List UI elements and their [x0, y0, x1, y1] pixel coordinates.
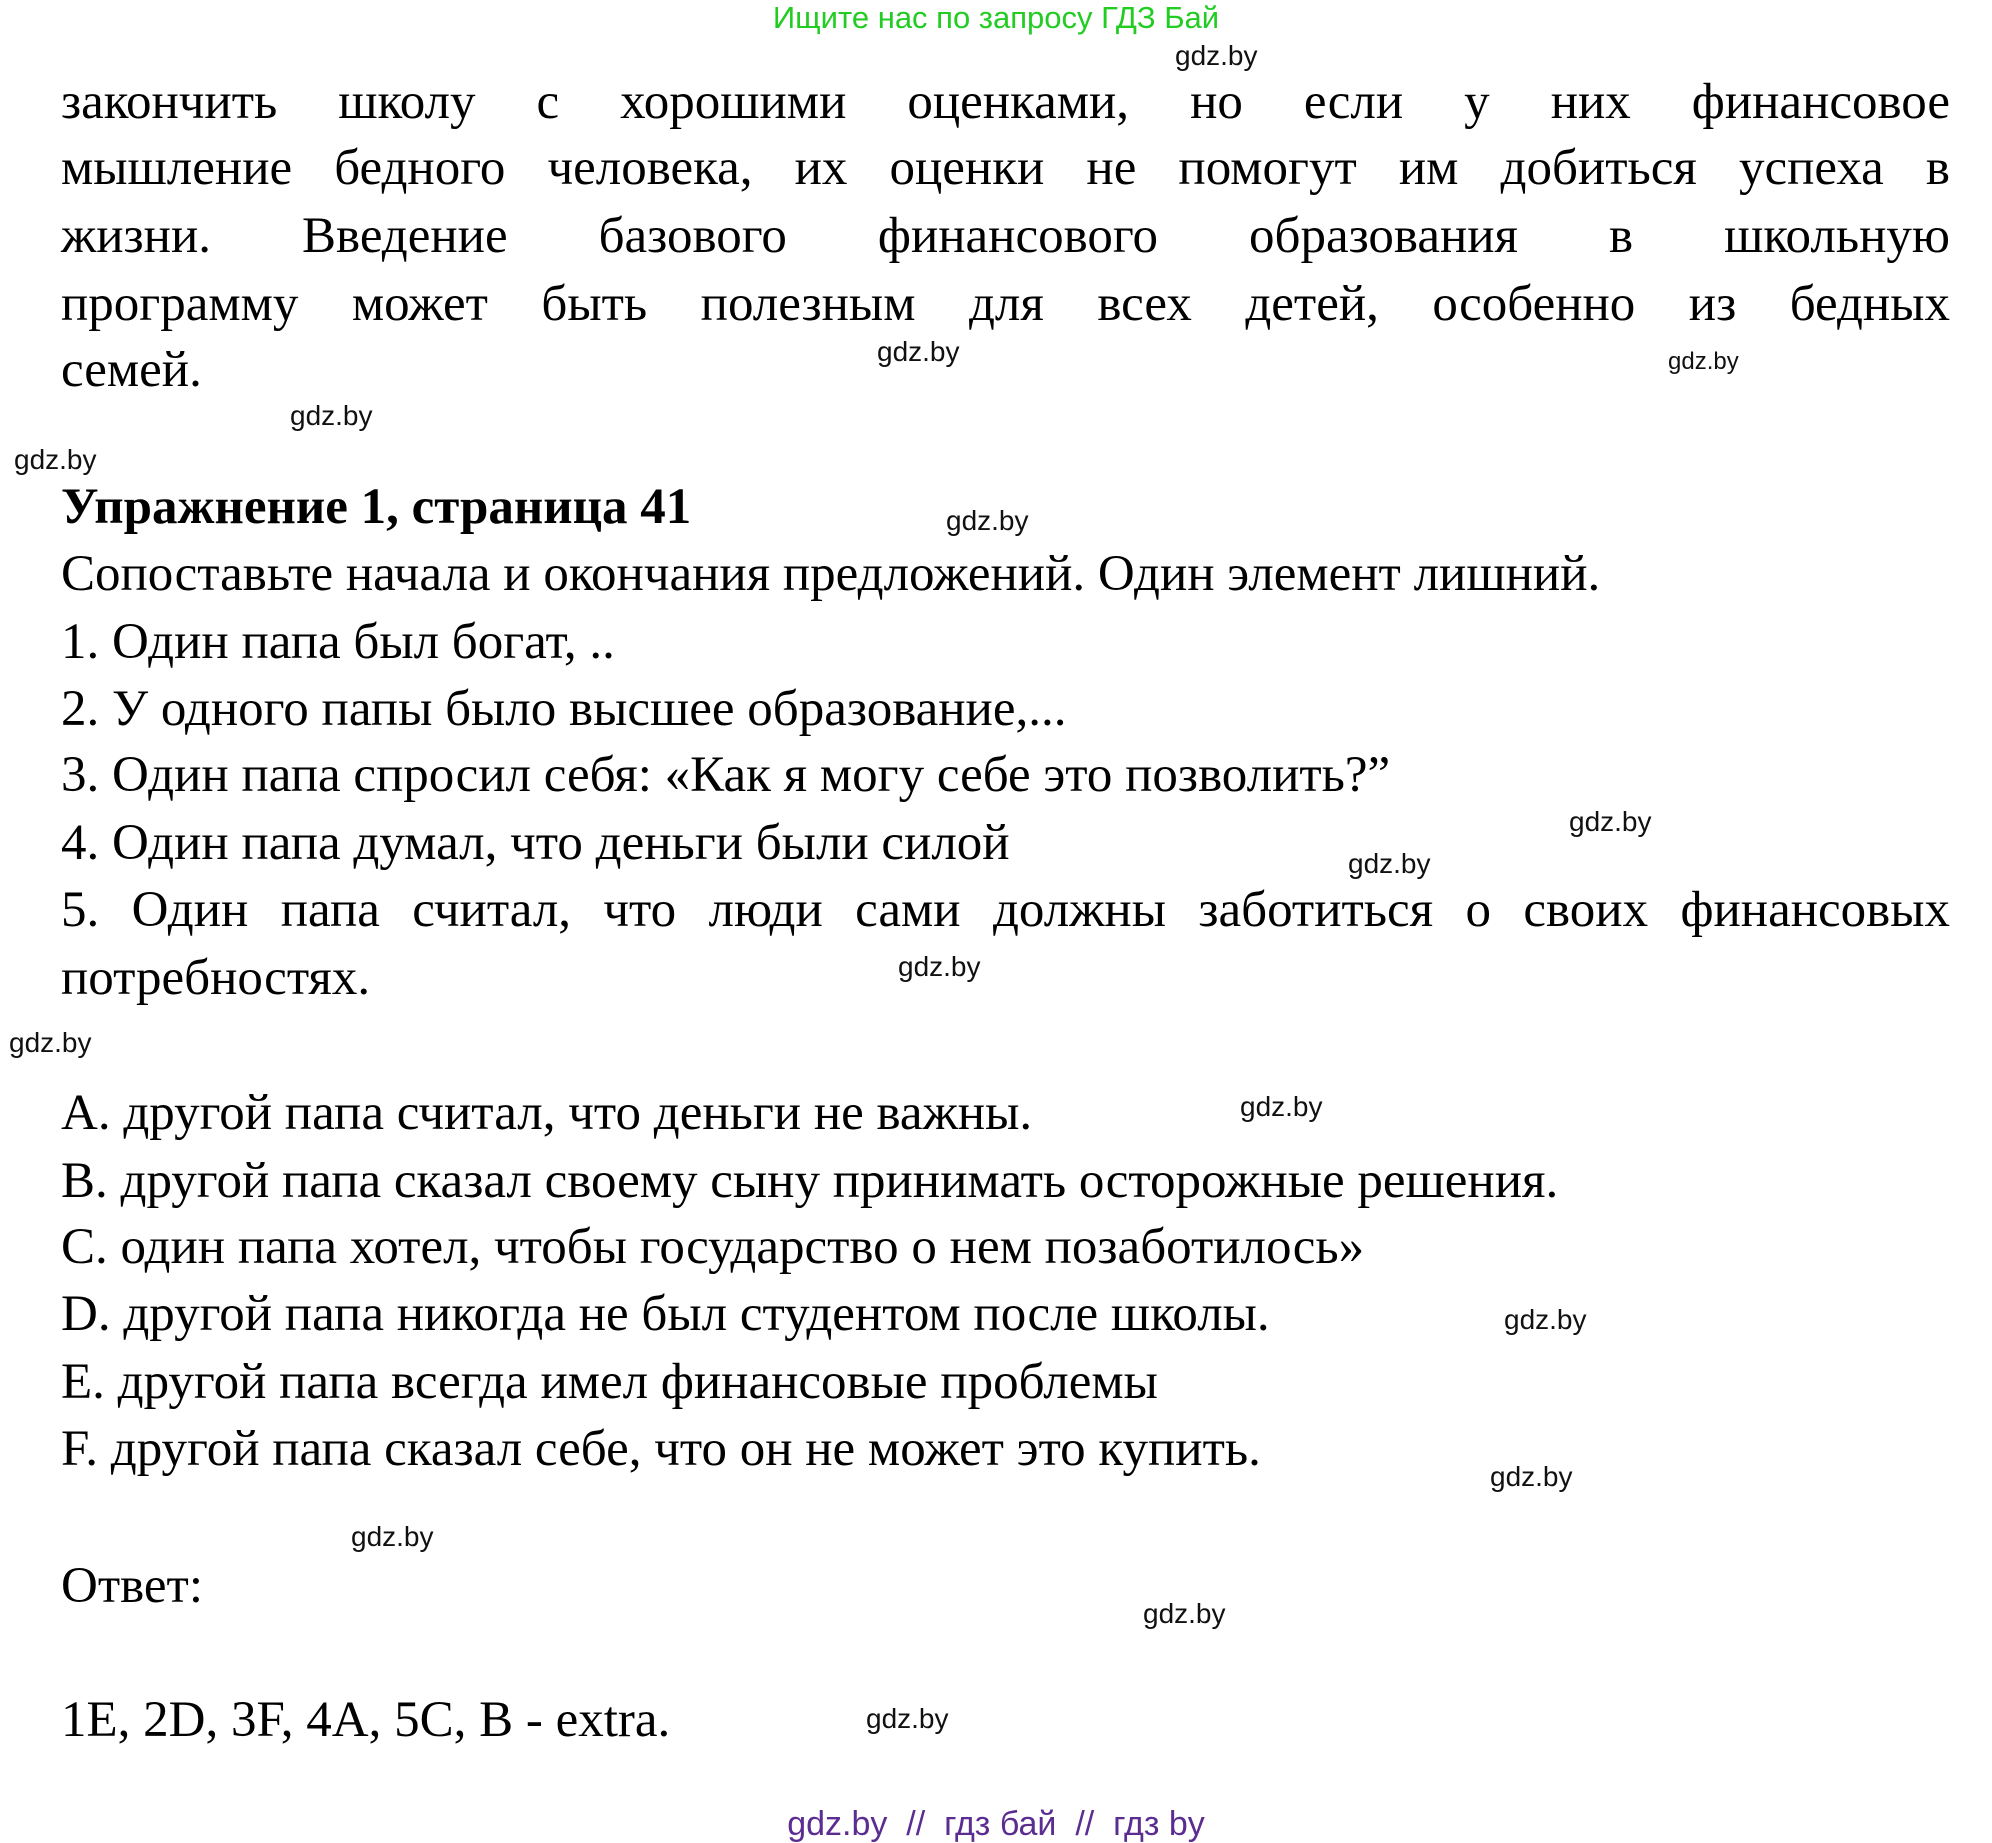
exercise-instruction: Сопоставьте начала и окончания предложений. Один элемент лишний.	[61, 546, 1601, 602]
sentence-ending: C. один папа хотел, чтобы государство о нем позаботилось»	[61, 1219, 1365, 1275]
paragraph-line: мышление бедного человека, их оценки не помогут им добиться успеха в	[61, 140, 1950, 196]
footer-links: gdz.by // гдз бай // гдз by	[787, 1805, 1205, 1843]
paragraph-line: закончить школу с хорошими оценками, но если у них финансовое	[61, 74, 1950, 130]
paragraph-line: жизни. Введение базового финансового образования в школьную	[61, 208, 1950, 264]
search-hint-header: Ищите нас по запросу ГДЗ Бай	[772, 0, 1220, 35]
sentence-beginning: 4. Один папа думал, что деньги были силой	[61, 815, 1010, 871]
sentence-beginning: 1. Один папа был богат, ..	[61, 614, 615, 670]
sentence-beginning: потребностях.	[61, 950, 371, 1006]
watermark: gdz.by	[1240, 1091, 1323, 1122]
watermark: gdz.by	[290, 400, 373, 431]
watermark: gdz.by	[898, 951, 981, 982]
sentence-beginning: 3. Один папа спросил себя: «Как я могу себе это позволить?”	[61, 747, 1391, 803]
watermark: gdz.by	[1175, 40, 1258, 71]
sentence-ending: D. другой папа никогда не был студентом после школы.	[61, 1286, 1270, 1342]
watermark: gdz.by	[14, 444, 97, 475]
sentence-ending: E. другой папа всегда имел финансовые проблемы	[61, 1354, 1158, 1410]
watermark: gdz.by	[351, 1521, 434, 1552]
sentence-ending: A. другой папа считал, что деньги не важны.	[61, 1085, 1033, 1141]
watermark: gdz.by	[9, 1027, 92, 1058]
watermark: gdz.by	[1348, 848, 1431, 879]
sentence-ending: F. другой папа сказал себе, что он не может это купить.	[61, 1421, 1261, 1477]
watermark: gdz.by	[877, 336, 960, 367]
watermark: gdz.by	[1490, 1461, 1573, 1492]
paragraph-line: семей.	[61, 342, 202, 398]
answer-text: 1E, 2D, 3F, 4A, 5C, B - extra.	[61, 1692, 671, 1748]
watermark: gdz.by	[1668, 348, 1739, 375]
watermark: gdz.by	[1569, 806, 1652, 837]
answer-label: Ответ:	[61, 1558, 203, 1614]
sentence-ending: B. другой папа сказал своему сыну принимать осторожные решения.	[61, 1153, 1559, 1209]
watermark: gdz.by	[866, 1703, 949, 1734]
sentence-beginning: 5. Один папа считал, что люди сами должны заботиться о своих финансовых	[61, 882, 1950, 938]
watermark: gdz.by	[946, 505, 1029, 536]
watermark: gdz.by	[1143, 1598, 1226, 1629]
watermark: gdz.by	[1504, 1304, 1587, 1335]
exercise-title: Упражнение 1, страница 41	[61, 479, 692, 535]
paragraph-line: программу может быть полезным для всех детей, особенно из бедных	[61, 276, 1950, 332]
sentence-beginning: 2. У одного папы было высшее образование,...	[61, 681, 1067, 737]
